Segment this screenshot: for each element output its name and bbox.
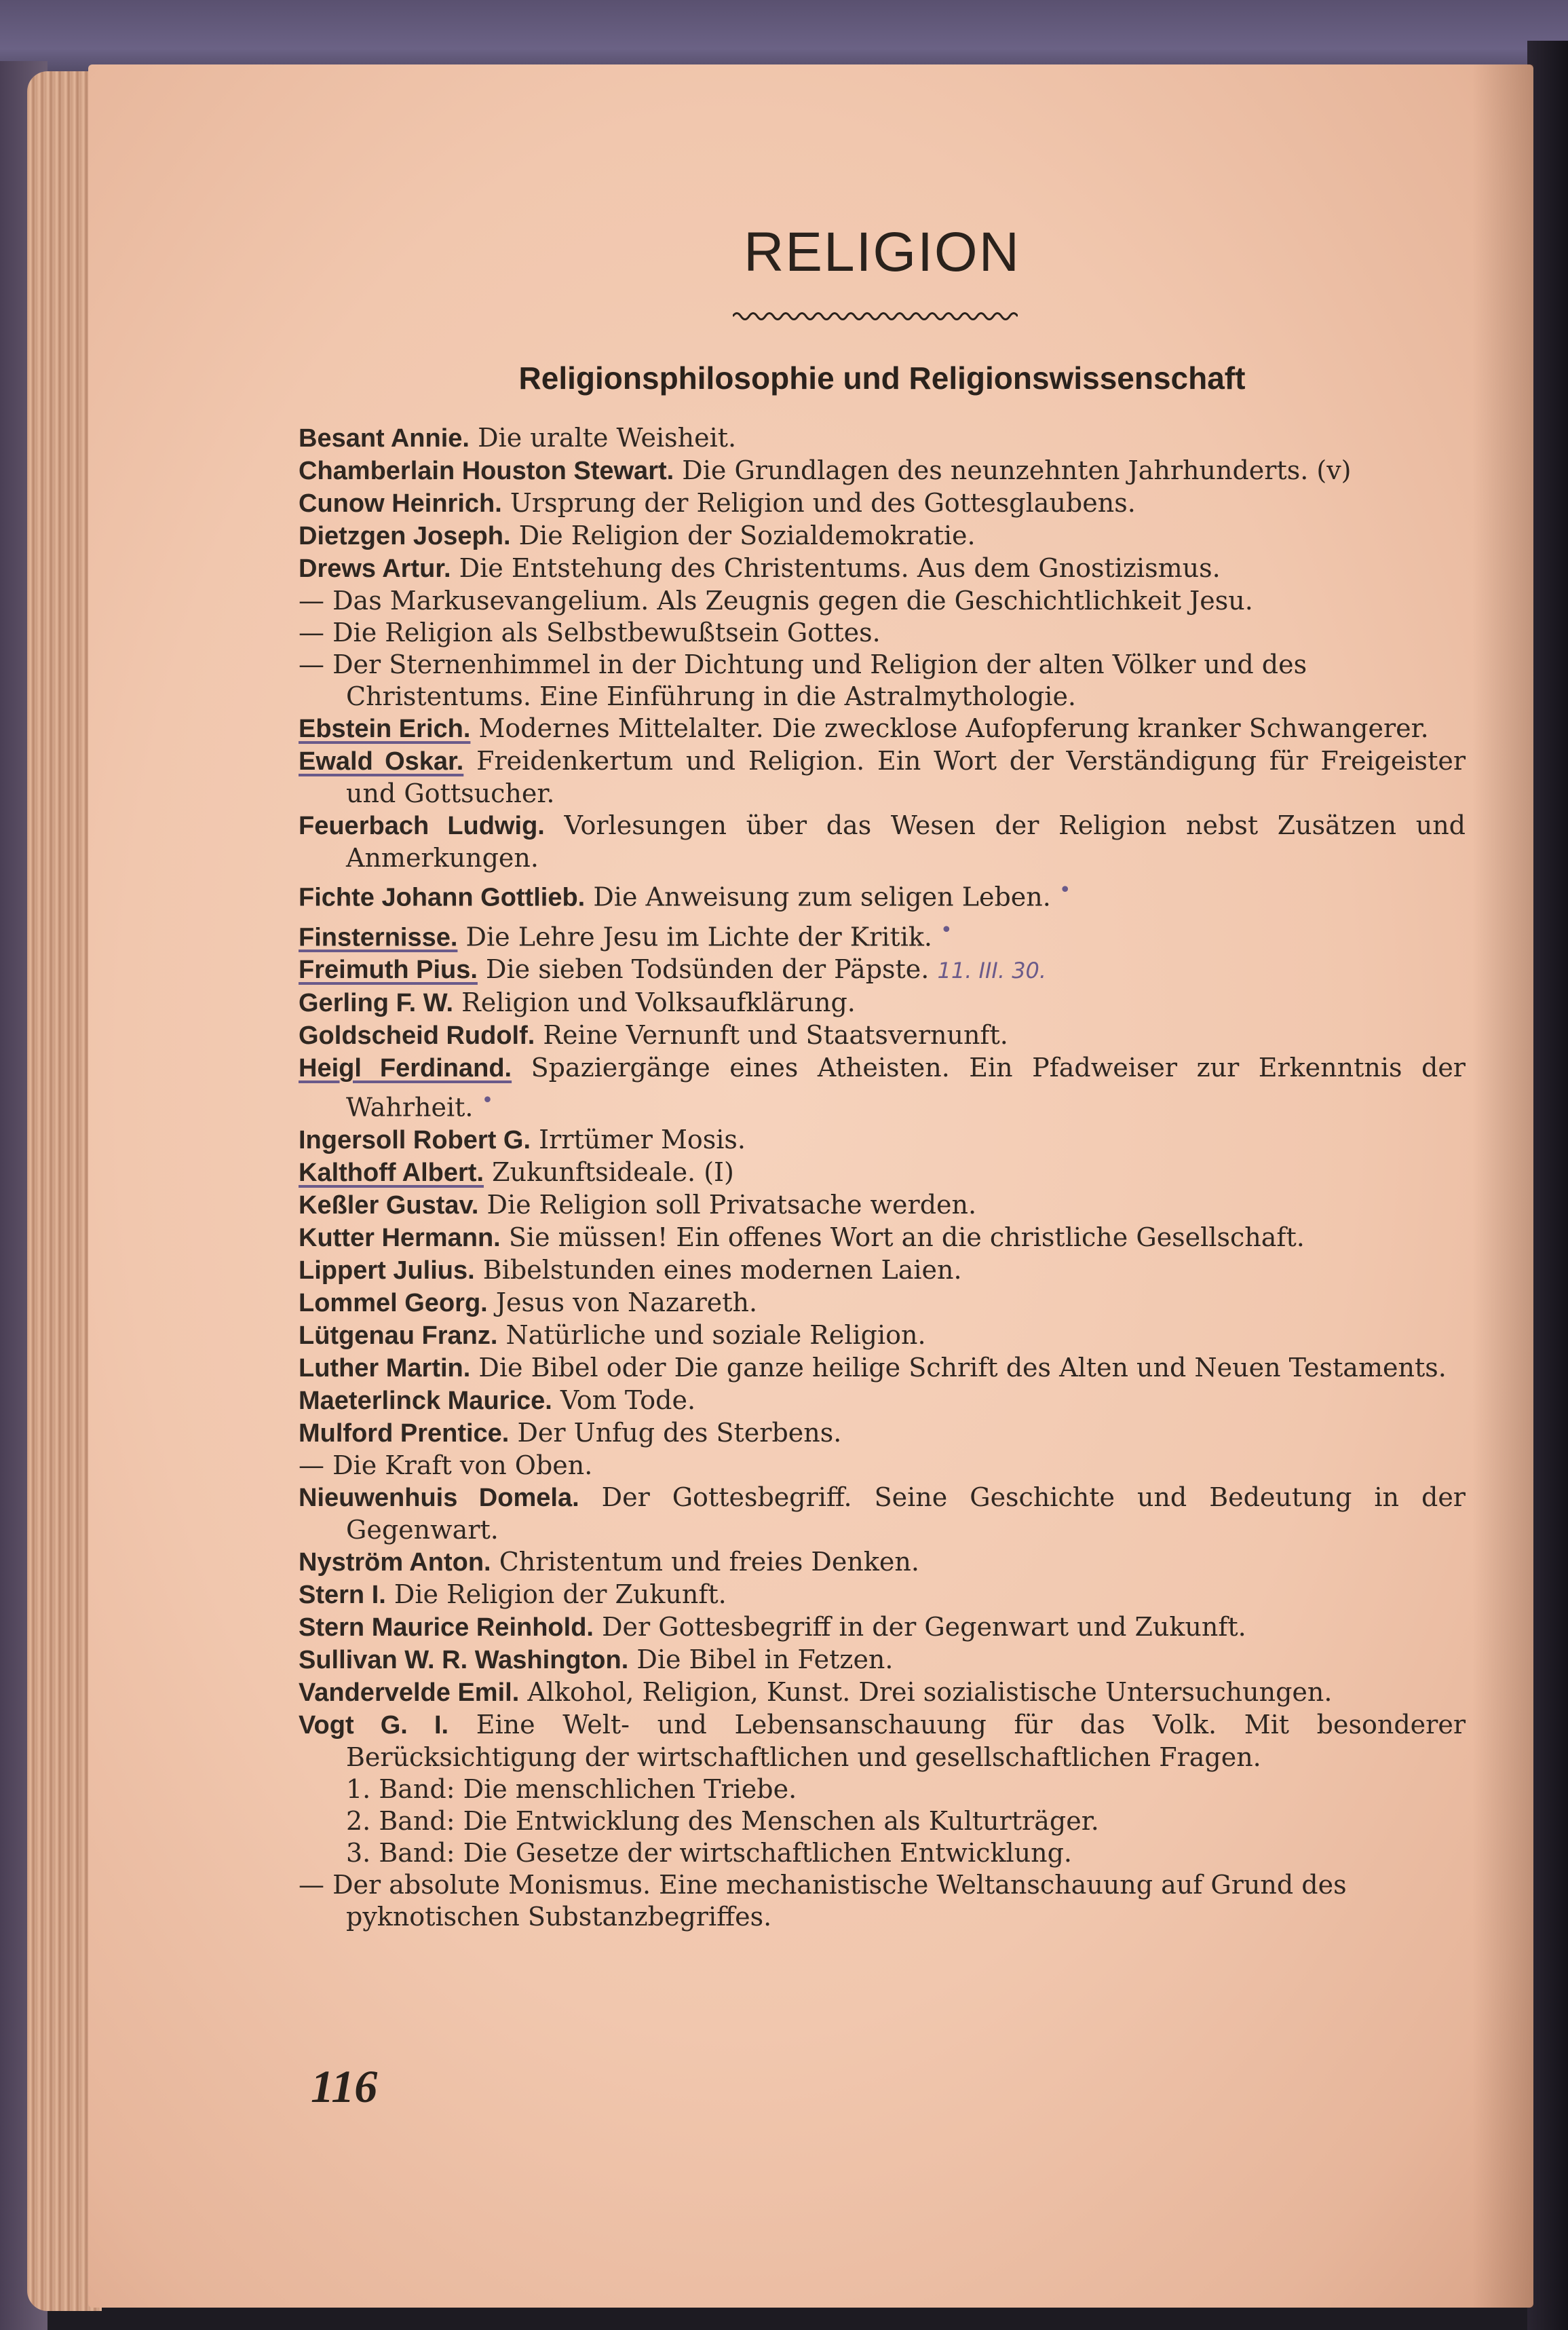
bibliography-list	[299, 422, 1466, 1933]
list-item	[299, 552, 1466, 585]
entry-title: Die Religion der Sozialdemokratie.	[518, 521, 976, 550]
entry-title: Jesus von Nazareth.	[495, 1287, 758, 1317]
list-item	[299, 1611, 1466, 1644]
entry-author: Goldscheid Rudolf.	[299, 1021, 535, 1051]
list-item	[299, 1019, 1466, 1052]
pencil-dot: •	[481, 1089, 494, 1113]
entry-author: Nyström Anton.	[299, 1547, 491, 1577]
entry-author: Gerling F. W.	[299, 989, 454, 1018]
entry-title: Spaziergänge eines Atheisten. Ein Pfadweiser zur Erkenntnis der Wahrheit.	[346, 1053, 1466, 1123]
list-item	[299, 810, 1466, 874]
list-item	[299, 914, 1466, 954]
entry-author: Dietzgen Joseph.	[299, 522, 511, 550]
list-item	[299, 1709, 1466, 1773]
entry-title: Bibelstunden eines modernen Laien.	[482, 1254, 962, 1285]
list-item	[299, 1546, 1466, 1579]
entry-author: Besant Annie.	[299, 424, 470, 453]
entry-title: Ursprung der Religion und des Gottesglaubens.	[510, 488, 1136, 518]
volume-item: 2. Band: Die Entwicklung des Menschen als Kulturträger.	[346, 1805, 1099, 1836]
list-item	[299, 1254, 1466, 1287]
entry-title: Zukunftsideale. (I)	[492, 1157, 734, 1187]
entry-author: Freimuth Pius.	[299, 956, 478, 985]
list-item-continuation: — Die Kraft von Oben.	[299, 1450, 593, 1480]
entry-title: Die sieben Todsünden der Päpste.	[486, 954, 930, 985]
entry-author: Chamberlain Houston Stewart.	[299, 457, 674, 485]
list-item	[299, 1482, 1466, 1546]
entry-title: Vorlesungen über das Wesen der Religion nebst Zusätzen und Anmerkungen.	[346, 810, 1466, 873]
list-item	[299, 422, 1466, 455]
list-item	[299, 1579, 1466, 1611]
list-item	[299, 1644, 1466, 1676]
list-item	[299, 1352, 1466, 1385]
entry-author: Vogt G. I.	[299, 1710, 449, 1740]
list-item	[299, 1417, 1466, 1450]
entry-title: Natürliche und soziale Religion.	[505, 1319, 926, 1350]
list-item-continuation: — Das Markusevangelium. Als Zeugnis gegen die Geschichtlichkeit Jesu.	[299, 586, 1253, 616]
entry-title: Christentum und freies Denken.	[499, 1546, 919, 1577]
list-item	[299, 1319, 1466, 1352]
entry-author: Nieuwenhuis Domela.	[299, 1483, 579, 1512]
list-item	[299, 1385, 1466, 1417]
list-item-continuation: — Der absolute Monismus. Eine mechanistische Weltanschauung auf Grund des pyknotischen Substanzbegriffes.	[299, 1869, 1347, 1932]
entry-author: Maeterlinck Maurice.	[299, 1386, 552, 1415]
list-item	[299, 987, 1466, 1019]
entry-author: Stern I.	[299, 1580, 386, 1609]
entry-title: Alkohol, Religion, Kunst. Drei sozialistische Untersuchungen.	[527, 1676, 1333, 1707]
page-number: 116	[311, 2061, 378, 2112]
entry-title: Die Religion soll Privatsache werden.	[486, 1189, 977, 1220]
entry-author: Lütgenau Franz.	[299, 1321, 498, 1350]
list-item	[299, 1124, 1466, 1157]
entry-author: Lommel Georg.	[299, 1288, 488, 1317]
entry-title: Der Unfug des Sterbens.	[517, 1417, 842, 1448]
entry-author: Lippert Julius.	[299, 1256, 475, 1285]
entry-title: Die Bibel oder Die ganze heilige Schrift des Alten und Neuen Testaments.	[478, 1352, 1447, 1383]
section-heading: Religionsphilosophie und Religionswissenschaft	[518, 360, 1246, 396]
volume-item: 1. Band: Die menschlichen Triebe.	[346, 1773, 797, 1804]
pencil-note: 11. III. 30.	[937, 958, 1047, 984]
entry-title: Die Entstehung des Christentums. Aus dem Gnostizismus.	[459, 553, 1221, 583]
entry-author: Keßler Gustav.	[299, 1190, 479, 1220]
entry-author: Mulford Prentice.	[299, 1418, 510, 1448]
entry-author: Sullivan W. R. Washington.	[299, 1645, 629, 1674]
pencil-dot: •	[940, 918, 953, 942]
entry-title: Reine Vernunft und Staatsvernunft.	[543, 1020, 1008, 1051]
entry-title: Religion und Volksaufklärung.	[461, 988, 856, 1018]
list-item	[299, 1287, 1466, 1319]
entry-author: Heigl Ferdinand.	[299, 1054, 512, 1083]
entry-author: Stern Maurice Reinhold.	[299, 1613, 594, 1642]
entry-author: Ebstein Erich.	[299, 715, 471, 743]
list-item	[299, 713, 1466, 745]
entry-author: Drews Artur.	[299, 555, 451, 583]
entry-title: Vom Tode.	[560, 1385, 696, 1415]
list-item-continuation: — Die Religion als Selbstbewußtsein Gottes.	[299, 618, 881, 647]
entry-title: Modernes Mittelalter. Die zwecklose Aufopferung kranker Schwangerer.	[478, 713, 1429, 743]
entry-author: Ingersoll Robert G.	[299, 1125, 531, 1154]
list-item	[299, 1222, 1466, 1254]
list-item-continuation: — Der Sternenhimmel in der Dichtung und Religion der alten Völker und des Christentums. Eine Einführung in die Astralmythologie.	[299, 650, 1307, 711]
list-item	[299, 745, 1466, 810]
entry-title: Die Religion der Zukunft.	[394, 1579, 727, 1609]
title-ornament	[733, 309, 1018, 324]
entry-title: Die Lehre Jesu im Lichte der Kritik.	[465, 922, 932, 952]
entry-author: Feuerbach Ludwig.	[299, 812, 545, 840]
page-title: RELIGION	[744, 221, 1020, 283]
list-item	[299, 1052, 1466, 1124]
entry-title: Freidenkertum und Religion. Ein Wort der Verständigung für Freigeister und Gottsucher.	[346, 746, 1466, 808]
pencil-dot: •	[1058, 878, 1071, 902]
entry-author: Fichte Johann Gottlieb.	[299, 883, 586, 912]
book-cover-right	[1527, 41, 1568, 2330]
list-item	[299, 1189, 1466, 1222]
entry-title: Der Gottesbegriff. Seine Geschichte und Bedeutung in der Gegenwart.	[346, 1482, 1466, 1545]
entry-title: Sie müssen! Ein offenes Wort an die christliche Gesellschaft.	[508, 1222, 1305, 1252]
entry-author: Luther Martin.	[299, 1353, 471, 1383]
entry-title: Die uralte Weisheit.	[478, 423, 737, 453]
list-item	[299, 455, 1466, 487]
entry-title: Eine Welt- und Lebensanschauung für das Volk. Mit besonderer Berücksichtigung der wirtschaftlichen und gesellschaftlichen Fragen.	[346, 1709, 1466, 1772]
entry-title: Die Grundlagen des neunzehnten Jahrhunderts. (v)	[682, 455, 1352, 485]
entry-author: Finsternisse.	[299, 923, 458, 952]
entry-title: Die Bibel in Fetzen.	[636, 1644, 894, 1674]
list-item	[299, 954, 1466, 987]
list-item	[299, 1157, 1466, 1189]
entry-title: Die Anweisung zum seligen Leben.	[593, 882, 1051, 912]
entry-title: Irrtümer Mosis.	[539, 1124, 746, 1154]
entry-author: Kalthoff Albert.	[299, 1158, 484, 1187]
entry-author: Kutter Hermann.	[299, 1223, 501, 1252]
volume-item: 3. Band: Die Gesetze der wirtschaftlichen Entwicklung.	[346, 1837, 1072, 1868]
entry-author: Vandervelde Emil.	[299, 1678, 520, 1707]
list-item	[299, 520, 1466, 552]
entry-title: Der Gottesbegriff in der Gegenwart und Zukunft.	[602, 1611, 1246, 1642]
list-item	[299, 487, 1466, 520]
entry-author: Cunow Heinrich.	[299, 489, 502, 518]
entry-author: Ewald Oskar.	[299, 747, 464, 776]
list-item	[299, 874, 1466, 914]
list-item	[299, 1676, 1466, 1709]
